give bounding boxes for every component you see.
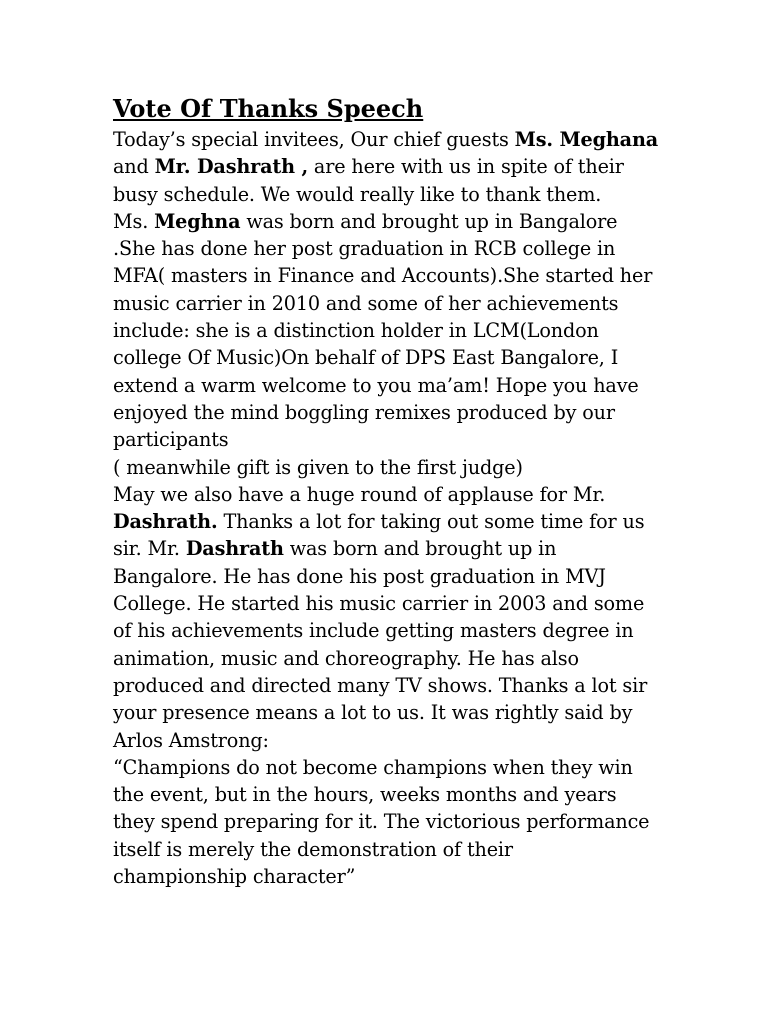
text-line xyxy=(113,836,658,863)
text-run: college Of Music)On behalf of DPS East Bangalore, I xyxy=(113,346,619,370)
text-run: Ms. xyxy=(113,209,155,233)
text-run: busy schedule. We would really like to thank them. xyxy=(113,182,602,206)
document-title: Vote Of Thanks Speech xyxy=(113,94,424,123)
bold-text: Ms. Meghana xyxy=(514,128,659,151)
text-run: they spend preparing for it. The victorious performance xyxy=(113,810,650,834)
text-run: of his achievements include getting masters degree in xyxy=(113,619,634,643)
text-line xyxy=(113,727,658,754)
text-line xyxy=(113,808,658,835)
text-line xyxy=(113,344,658,371)
text-line xyxy=(113,208,658,235)
text-run: ( meanwhile gift is given to the first judge) xyxy=(113,455,523,479)
text-run: and xyxy=(113,155,155,179)
bold-text: Meghna xyxy=(154,209,241,233)
text-line xyxy=(113,454,658,481)
text-run: extend a warm welcome to you ma’am! Hope you have xyxy=(113,373,639,397)
text-run: championship character” xyxy=(113,865,356,889)
text-run: participants xyxy=(113,428,229,452)
text-run: are here with us in spite of their xyxy=(307,155,624,179)
text-line xyxy=(113,372,658,399)
text-line xyxy=(113,399,658,426)
text-run: Today’s special invitees, Our chief guests xyxy=(113,128,515,151)
text-line xyxy=(113,863,658,890)
text-run: your presence means a lot to us. It was rightly said by xyxy=(113,701,633,725)
text-line xyxy=(113,590,658,617)
text-run: itself is merely the demonstration of their xyxy=(113,837,513,861)
text-line xyxy=(113,290,658,317)
document-body xyxy=(113,126,658,890)
text-line xyxy=(113,754,658,781)
text-line xyxy=(113,481,658,508)
text-run: .She has done her post graduation in RCB college in xyxy=(113,237,616,261)
text-line xyxy=(113,699,658,726)
text-run: the event, but in the hours, weeks months and years xyxy=(113,783,617,807)
text-run: was born and brought up in Bangalore xyxy=(240,209,618,233)
text-run: sir. Mr. xyxy=(113,537,186,561)
text-run: include: she is a distinction holder in LCM(London xyxy=(113,319,599,343)
text-line xyxy=(113,617,658,644)
text-line xyxy=(113,535,658,562)
text-run: May we also have a huge round of applause for Mr. xyxy=(113,482,606,506)
text-line xyxy=(113,181,658,208)
bold-text: Dashrath. xyxy=(113,510,218,534)
text-line xyxy=(113,508,658,535)
text-line xyxy=(113,672,658,699)
text-run: “Champions do not become champions when they win xyxy=(113,755,633,779)
text-run: enjoyed the mind boggling remixes produced by our xyxy=(113,400,615,424)
text-line xyxy=(113,153,658,180)
text-run: animation, music and choreography. He has also xyxy=(113,646,579,670)
text-run: music carrier in 2010 and some of her achievements xyxy=(113,291,619,315)
text-line xyxy=(113,781,658,808)
text-line xyxy=(113,235,658,262)
text-run: Thanks a lot for taking out some time for us xyxy=(217,510,645,534)
text-line xyxy=(113,426,658,453)
bold-text: Dashrath xyxy=(185,537,284,561)
document-page xyxy=(113,92,658,890)
text-run: Bangalore. He has done his post graduation in MVJ xyxy=(113,564,606,588)
text-run: was born and brought up in xyxy=(283,537,557,561)
text-line xyxy=(113,126,658,153)
text-line xyxy=(113,645,658,672)
text-run: Arlos Amstrong: xyxy=(113,728,269,752)
text-run: College. He started his music carrier in 2003 and some xyxy=(113,592,645,616)
text-line xyxy=(113,262,658,289)
text-line xyxy=(113,563,658,590)
text-line xyxy=(113,317,658,344)
text-run: MFA( masters in Finance and Accounts).She started her xyxy=(113,264,653,288)
bold-text: Mr. Dashrath , xyxy=(154,155,308,179)
text-run: produced and directed many TV shows. Thanks a lot sir xyxy=(113,673,648,697)
